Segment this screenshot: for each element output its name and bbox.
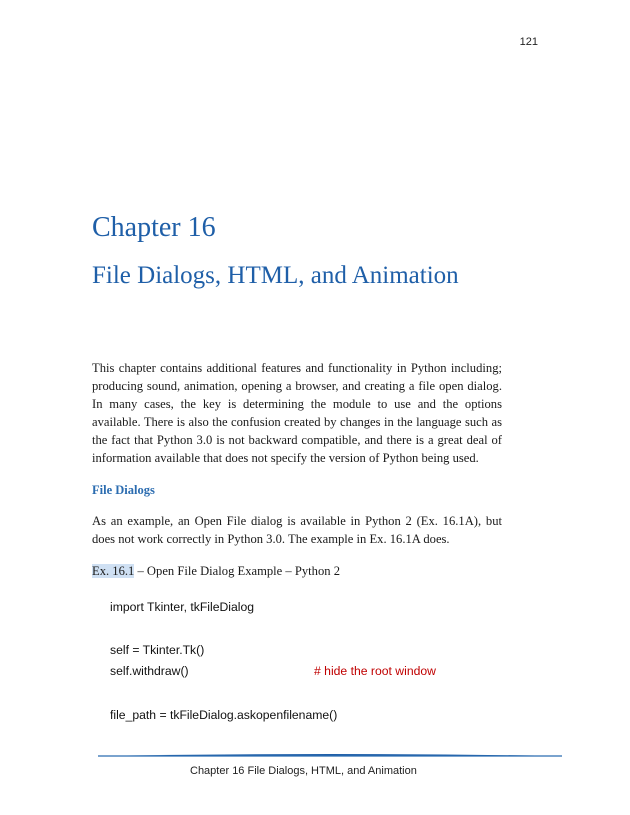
footer-rule (98, 752, 562, 760)
intro-paragraph: This chapter contains additional features and functionality in Python including; producing sound, animation, opening a browser, and creating a file open dialog. In many cases, the key is determining the module to use and the options available. There is also the confusion created by changes in the language such as the fact that Python 3.0 is not backward compatible, and there is a great deal of information available that does not specify the version of Python being used. (92, 361, 502, 465)
example-caption-text: – Open File Dialog Example – Python 2 (134, 564, 341, 578)
footer-text: Chapter 16 File Dialogs, HTML, and Animation (190, 765, 417, 777)
chapter-title: File Dialogs, HTML, and Animation (92, 262, 459, 289)
section-heading: File Dialogs (92, 483, 155, 497)
code-line-import: import Tkinter, tkFileDialog (110, 600, 255, 614)
section-paragraph: As an example, an Open File dialog is available in Python 2 (Ex. 16.1A), but does not work correctly in Python 3.0. The example in Ex. 16.1A does. (92, 514, 502, 546)
example-caption (92, 564, 340, 579)
code-line-tk: self = Tkinter.Tk() (110, 643, 205, 657)
example-reference: Ex. 16.1 (92, 564, 135, 578)
code-line-withdraw: self.withdraw() (110, 664, 189, 678)
code-line-file-path: file_path = tkFileDialog.askopenfilename() (110, 708, 338, 722)
code-comment: # hide the root window (314, 664, 436, 678)
chapter-number: Chapter 16 (92, 212, 216, 243)
page-number: 121 (519, 36, 538, 48)
